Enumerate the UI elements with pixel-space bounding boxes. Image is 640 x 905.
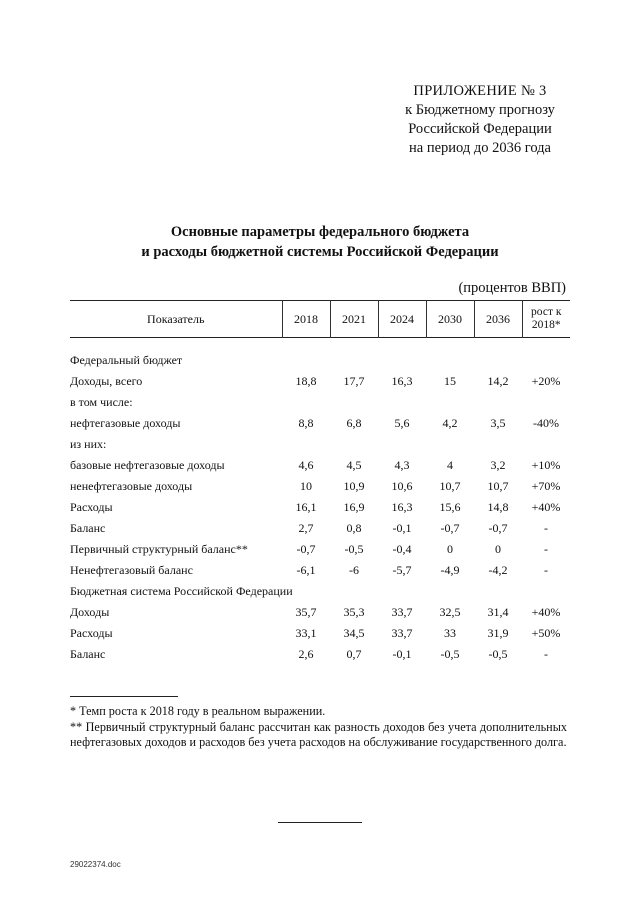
cell-value: 2,7 (298, 521, 314, 535)
cell-value: 10,6 (391, 479, 413, 493)
table-row (70, 518, 570, 539)
cell-value: 34,5 (343, 626, 365, 640)
appendix-line-1: к Бюджетному прогнозу (405, 102, 555, 118)
cell-value: -0,4 (392, 542, 412, 556)
cell-value: -4,2 (488, 563, 508, 577)
section-row (70, 350, 570, 371)
cell-value: 33,7 (391, 626, 413, 640)
cell-value: 2,6 (298, 647, 314, 661)
row-label: базовые нефтегазовые доходы (70, 458, 225, 472)
cell-value: 35,7 (295, 605, 317, 619)
cell-value: 33 (444, 626, 456, 640)
cell-value: 0,7 (346, 647, 362, 661)
header-year: 2036 (474, 301, 522, 338)
cell-value: 32,5 (439, 605, 461, 619)
header-year: 2030 (426, 301, 474, 338)
cell-value: 16,1 (295, 500, 317, 514)
cell-value: -0,5 (488, 647, 508, 661)
table-row (70, 371, 570, 392)
cell-growth: +10% (531, 458, 561, 472)
cell-value: 35,3 (343, 605, 365, 619)
cell-value: 5,6 (394, 416, 410, 430)
row-label: Доходы (70, 605, 110, 619)
cell-value: 4,5 (346, 458, 362, 472)
table-row (70, 392, 570, 413)
footnote-divider (70, 696, 178, 697)
cell-value: 14,2 (487, 374, 509, 388)
cell-value: -0,5 (440, 647, 460, 661)
cell-value: -0,7 (296, 542, 316, 556)
row-label: Расходы (70, 626, 113, 640)
table-row (70, 497, 570, 518)
cell-growth: - (544, 521, 548, 535)
cell-value: 16,9 (343, 500, 365, 514)
cell-growth: - (544, 542, 548, 556)
cell-growth: - (544, 647, 548, 661)
cell-value: 17,7 (343, 374, 365, 388)
cell-value: 8,8 (298, 416, 314, 430)
row-label: в том числе: (70, 395, 133, 409)
heading-line-1: Основные параметры федерального бюджета (170, 224, 470, 240)
cell-value: 4,3 (394, 458, 410, 472)
cell-value: 10 (300, 479, 312, 493)
cell-growth: +70% (531, 479, 561, 493)
cell-growth: +40% (531, 500, 561, 514)
units-note: (процентов ВВП) (458, 280, 566, 296)
appendix-line-2: Российской Федерации (408, 121, 552, 137)
footnote-2: ** Первичный структурный баланс рассчитан как разность доходов без учета дополнительных нефтегазовых доходов и расходов без учета расходов на обслуживание государственного долга. (70, 719, 567, 749)
cell-value: 3,5 (490, 416, 506, 430)
cell-value: -6 (349, 563, 359, 577)
row-label: Баланс (70, 647, 106, 661)
cell-value: 10,7 (439, 479, 461, 493)
row-label: Ненефтегазовый баланс (70, 563, 193, 577)
row-label: Доходы, всего (70, 374, 143, 388)
cell-value: -0,7 (488, 521, 508, 535)
appendix-line-3: на период до 2036 года (409, 140, 551, 156)
cell-growth: +20% (531, 374, 561, 388)
cell-value: 10,7 (487, 479, 509, 493)
header-indicator: Показатель (147, 311, 205, 326)
cell-value: 14,8 (487, 500, 509, 514)
cell-value: -6,1 (296, 563, 316, 577)
cell-value: 10,9 (343, 479, 365, 493)
footnote-1: * Темп роста к 2018 году в реальном выражении. (70, 704, 326, 718)
cell-value: 4,6 (298, 458, 314, 472)
cell-value: 4,2 (442, 416, 458, 430)
heading-line-2: и расходы бюджетной системы Российской Федерации (141, 244, 499, 260)
table-row (70, 602, 570, 623)
table-row (70, 623, 570, 644)
table-row (70, 539, 570, 560)
section-federal-label: Федеральный бюджет (70, 353, 183, 367)
table-row (70, 476, 570, 497)
cell-value: -0,1 (392, 521, 412, 535)
header-year: 2018 (282, 301, 330, 338)
appendix-block (380, 82, 580, 158)
cell-value: 15,6 (439, 500, 461, 514)
cell-value: 15 (444, 374, 456, 388)
header-year: 2021 (330, 301, 378, 338)
table-row (70, 455, 570, 476)
row-label: Баланс (70, 521, 106, 535)
cell-growth: - (544, 563, 548, 577)
cell-value: 33,7 (391, 605, 413, 619)
cell-value: 0 (495, 542, 501, 556)
section-row (70, 581, 570, 602)
row-label: из них: (70, 437, 107, 451)
cell-value: 31,4 (487, 605, 509, 619)
table-row (70, 434, 570, 455)
cell-value: 16,3 (391, 374, 413, 388)
end-divider (278, 822, 362, 823)
cell-value: -5,7 (392, 563, 412, 577)
cell-value: 31,9 (487, 626, 509, 640)
row-label: ненефтегазовые доходы (70, 479, 193, 493)
budget-parameters-table (70, 300, 570, 665)
cell-value: 0 (447, 542, 453, 556)
table-row (70, 560, 570, 581)
cell-value: -0,1 (392, 647, 412, 661)
document-heading (70, 222, 570, 262)
document-id: 29022374.doc (70, 860, 121, 869)
cell-value: 3,2 (490, 458, 506, 472)
cell-value: 4 (447, 458, 453, 472)
cell-value: -0,7 (440, 521, 460, 535)
header-growth: рост к 2018* (522, 301, 570, 338)
row-label: нефтегазовые доходы (70, 416, 181, 430)
section-system-label: Бюджетная система Российской Федерации (70, 584, 293, 598)
table-row (70, 413, 570, 434)
cell-value: 0,8 (346, 521, 362, 535)
cell-value: 16,3 (391, 500, 413, 514)
header-year: 2024 (378, 301, 426, 338)
cell-growth: -40% (533, 416, 559, 430)
cell-growth: +40% (531, 605, 561, 619)
cell-growth: +50% (531, 626, 561, 640)
cell-value: -0,5 (344, 542, 364, 556)
appendix-title: ПРИЛОЖЕНИЕ № 3 (413, 83, 547, 99)
cell-value: -4,9 (440, 563, 460, 577)
cell-value: 6,8 (346, 416, 362, 430)
table-row (70, 644, 570, 665)
table-header-row (70, 301, 570, 338)
row-label: Первичный структурный баланс** (70, 542, 248, 556)
footnotes (70, 704, 567, 751)
row-label: Расходы (70, 500, 113, 514)
cell-value: 18,8 (295, 374, 317, 388)
cell-value: 33,1 (295, 626, 317, 640)
